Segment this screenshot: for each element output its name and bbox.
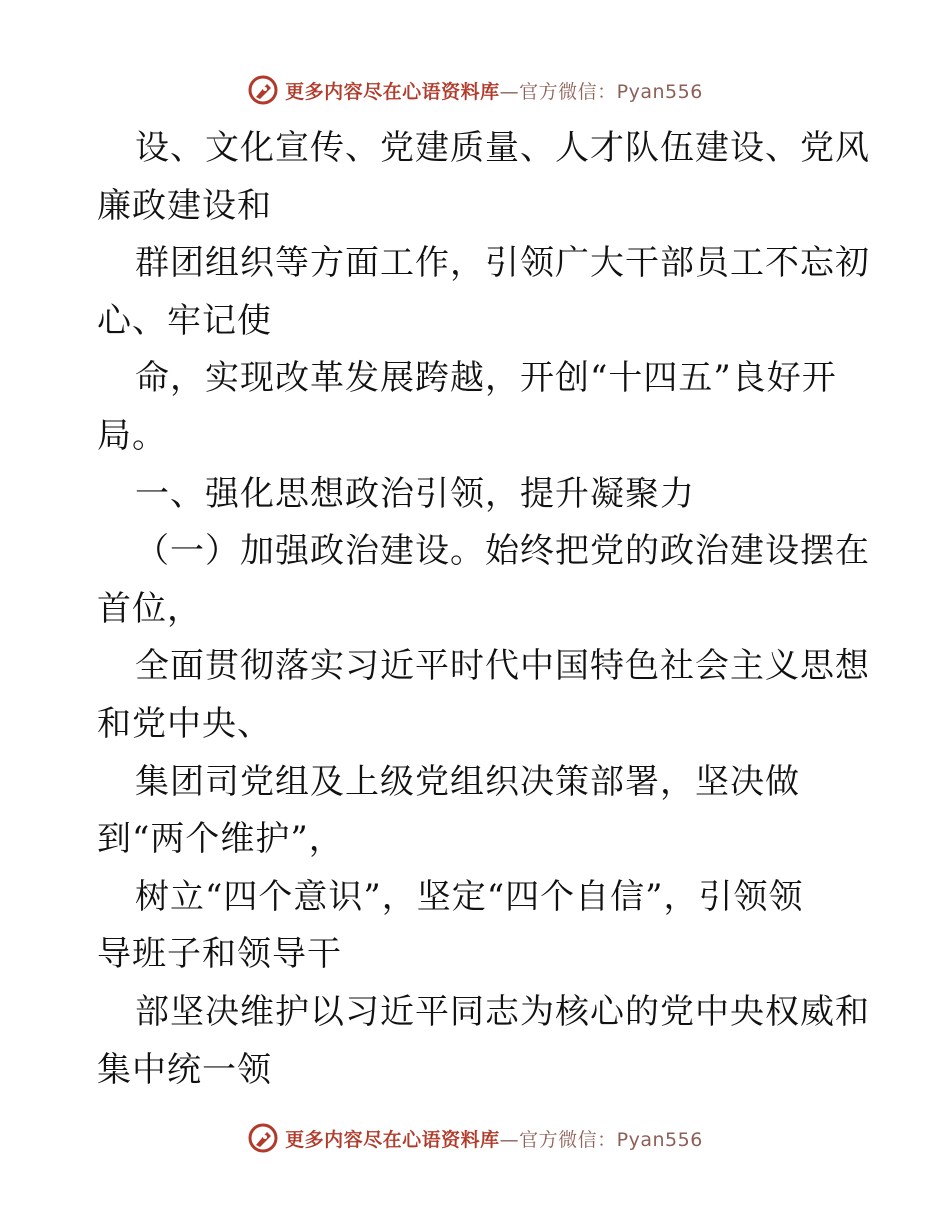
text-line: 局。	[97, 415, 167, 456]
text-line: 到“两个维护”，	[97, 819, 344, 860]
header-watermark-banner	[0, 70, 950, 110]
text-line: 部坚决维护以习近平同志为核心的党中央权威和	[135, 991, 870, 1032]
text-line: 树立“四个意识”，坚定“四个自信”，引领领	[135, 876, 804, 917]
text-line: 一、强化思想政治引领，提升凝聚力	[135, 473, 695, 514]
text-line: 首位，	[97, 588, 202, 629]
pen-nib-logo-icon	[247, 74, 279, 106]
text-line: 廉政建设和	[97, 185, 272, 226]
text-line: 集团司党组及上级党组织决策部署，坚决做	[135, 761, 800, 802]
footer-banner-text	[285, 1125, 703, 1152]
footer-watermark-banner	[0, 1118, 950, 1158]
pen-nib-logo-icon	[247, 1122, 279, 1154]
footer-banner-main: 更多内容尽在心语资料库	[285, 1128, 500, 1151]
header-banner-text	[285, 77, 703, 104]
text-line: 和党中央、	[97, 703, 272, 744]
text-line: （一）加强政治建设。始终把党的政治建设摆在	[135, 531, 870, 572]
text-line: 心、牢记使	[97, 300, 272, 341]
text-line: 命，实现改革发展跨越，开创“十四五”良好开	[135, 358, 837, 399]
text-line: 全面贯彻落实习近平时代中国特色社会主义思想	[135, 646, 870, 687]
text-line: 集中统一领	[97, 1049, 272, 1090]
footer-banner-separator: —	[499, 1128, 520, 1151]
header-banner-main: 更多内容尽在心语资料库	[285, 80, 500, 103]
header-banner-separator: —	[499, 80, 520, 103]
footer-banner-contact: 官方微信：Pyan556	[519, 1128, 703, 1151]
text-line: 设、文化宣传、党建质量、人才队伍建设、党风	[135, 128, 870, 168]
text-line: 群团组织等方面工作，引领广大干部员工不忘初	[135, 243, 870, 284]
text-line: 导班子和领导干	[97, 934, 342, 975]
document-body	[97, 120, 870, 1099]
header-banner-contact: 官方微信：Pyan556	[519, 80, 703, 103]
